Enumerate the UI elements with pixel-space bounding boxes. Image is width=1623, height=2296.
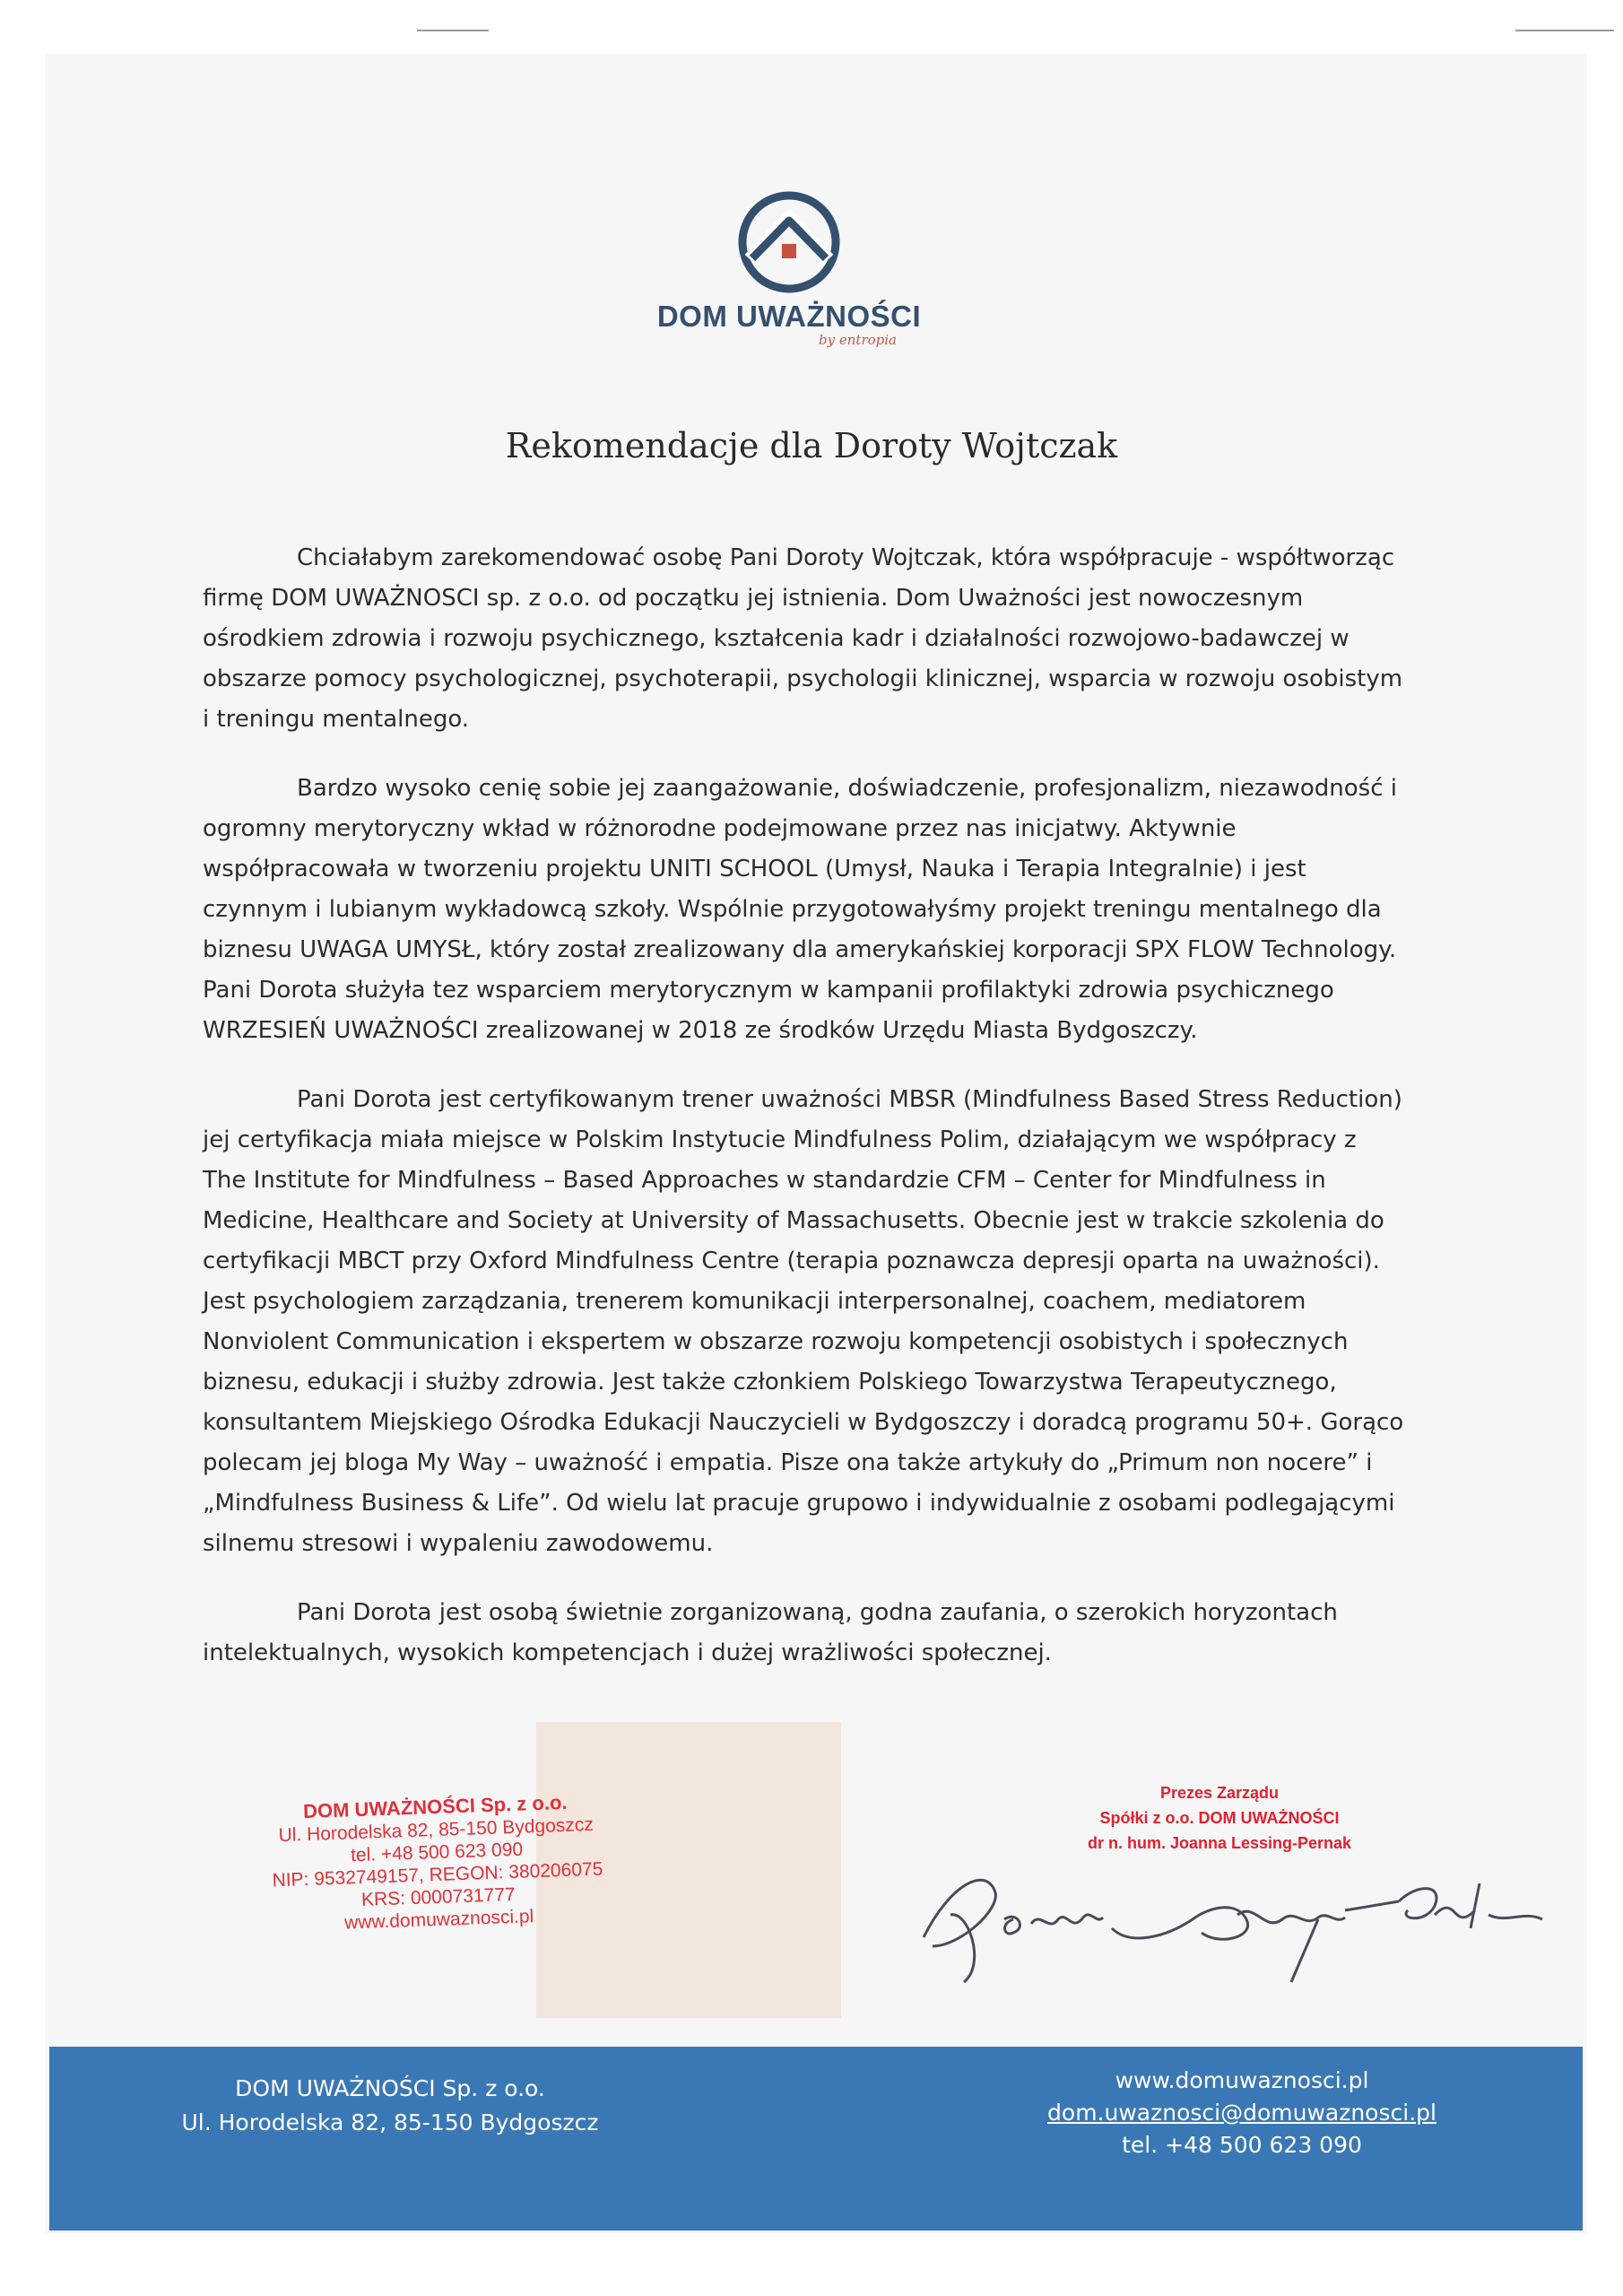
- stamp-company: Spółki z o.o. DOM UWAŻNOŚCI: [1099, 1809, 1340, 1827]
- stamp-phone: tel. +48 500 623 090: [350, 1839, 524, 1866]
- footer-phone: tel. +48 500 623 090: [1122, 2132, 1362, 2158]
- letter-body: [203, 538, 1404, 1702]
- footer-contact-info: [991, 2065, 1493, 2161]
- page-title: Rekomendacje dla Doroty Wojtczak: [505, 426, 1118, 465]
- logo-name: DOM UWAŻNOŚCI: [656, 300, 922, 333]
- stamp-krs: KRS: 0000731777: [360, 1883, 516, 1910]
- footer-company-info: [76, 2072, 704, 2140]
- scan-artifact-line: [1515, 30, 1614, 31]
- stamp-person: dr n. hum. Joanna Lessing-Pernak: [1087, 1834, 1352, 1852]
- footer-company-name: DOM UWAŻNOŚCI Sp. z o.o.: [235, 2075, 545, 2101]
- paragraph: Pani Dorota jest certyfikowanym trener uważności MBSR (Mindfulness Based Stress Reduction) jej certyfikacja miała miejsce w Polskim Instytucie Mindfulness Polim, działającym we współpracy z The Institute for Mindfulness – Based Approaches w standardzie CFM – Center for Mindfulness in Medicine, Healthcare and Society at University of Massachusetts. Obecnie jest w trakcie szkolenia do certyfikacji MBCT przy Oxford Mindfulness Centre (terapia poznawcza depresji oparta na uważności). Jest psychologiem zarządzania, trenerem komunikacji interpersonalnej, coachem, mediatorem Nonviolent Communication i ekspertem w obszarze rozwoju kompetencji osobistych i społecznych biznesu, edukacji i służby zdrowia. Jest także członkiem Polskiego Towarzystwa Terapeutycznego, konsultantem Miejskiego Ośrodka Edukacji Nauczycieli w Bydgoszczy i doradcą programu 50+. Gorąco polecam jej bloga My Way – uważność i empatia. Pisze ona także artykuły do „Primum non nocere” i „Mindfulness Business & Life”. Od wielu lat pracuje grupowo i indywidualnie z osobami podlegającymi silnemu stresowi i wypaleniu zawodowemu.: [203, 1086, 1404, 1557]
- company-stamp: [229, 1788, 646, 1938]
- house-logo-icon: [731, 188, 847, 296]
- paragraph: Chciałabym zarekomendować osobę Pani Doroty Wojtczak, która współpracuje - współtworząc firmę DOM UWAŻNOSCI sp. z o.o. od początku jej istnienia. Dom Uważności jest nowoczesnym ośrodkiem zdrowia i rozwoju psychicznego, kształcenia kadr i działalności rozwojowo-badawczej w obszarze pomocy psychologicznej, psychoterapii, psychologii klinicznej, wsparcia w rozwoju osobistym i treningu mentalnego.: [203, 544, 1403, 733]
- stamp-role: Prezes Zarządu: [1159, 1784, 1280, 1802]
- footer-email-link[interactable]: dom.uwaznosci@domuwaznosci.pl: [1047, 2100, 1436, 2126]
- logo-byline: by entropia: [819, 332, 897, 348]
- footer-address: Ul. Horodelska 82, 85-150 Bydgoszcz: [181, 2109, 599, 2135]
- stamp-company-name: DOM UWAŻNOŚCI Sp. z o.o.: [302, 1790, 568, 1823]
- stamp-website: www.domuwaznosci.pl: [343, 1906, 534, 1934]
- paragraph: Bardzo wysoko cenię sobie jej zaangażowanie, doświadczenie, profesjonalizm, niezawodność i ogromny merytoryczny wkład w różnorodne podejmowane przez nas inicjatwy. Aktywnie współpracowała w tworzeniu projektu UNITI SCHOOL (Umysł, Nauka i Terapia Integralnie) i jest czynnym i lubianym wykładowcą szkoły. Wspólnie przygotowałyśmy projekt treningu mentalnego dla biznesu UWAGA UMYSŁ, który został zrealizowany dla amerykańskiej korporacji SPX FLOW Technology. Pani Dorota służyła tez wsparciem merytorycznym w kampanii profilaktyki zdrowia psychicznego WRZESIEŃ UWAŻNOŚCI zrealizowanej w 2018 ze środków Urzędu Miasta Bydgoszczy.: [203, 775, 1397, 1044]
- company-logo: [628, 188, 950, 348]
- handwritten-signature: [897, 1830, 1596, 2009]
- paragraph: Pani Dorota jest osobą świetnie zorganizowaną, godna zaufania, o szerokich horyzontach intelektualnych, wysokich kompetencjach i dużej wrażliwości społecznej.: [203, 1599, 1338, 1666]
- footer-website[interactable]: www.domuwaznosci.pl: [1115, 2067, 1369, 2093]
- stamp-address: Ul. Horodelska 82, 85-150 Bydgoszcz: [278, 1813, 595, 1847]
- stamp-ids: NIP: 9532749157, REGON: 380206075: [272, 1858, 603, 1892]
- footer-bar: [49, 2047, 1583, 2231]
- scan-artifact-line: [417, 30, 489, 31]
